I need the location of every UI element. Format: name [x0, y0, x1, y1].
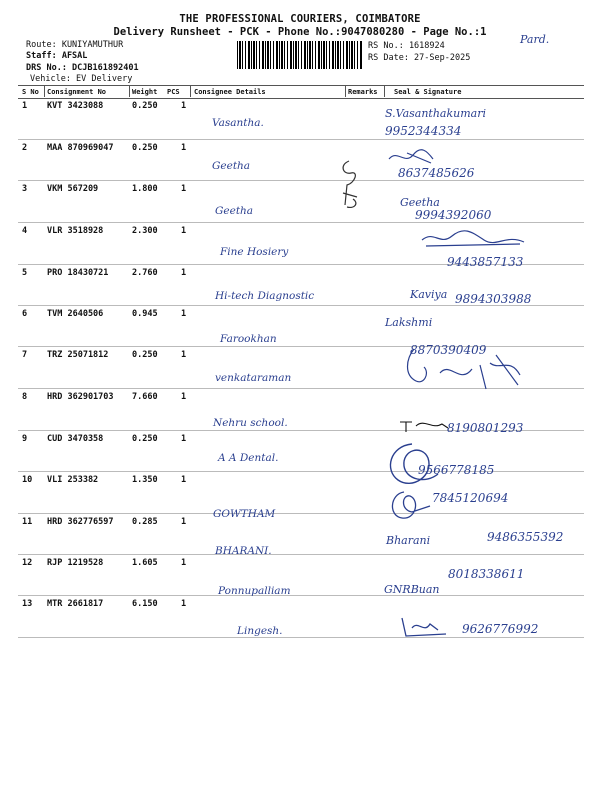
signature-name: Geetha — [400, 196, 440, 209]
runsheet-subtitle: Delivery Runsheet - PCK - Phone No.:9047080280 - Page No.:1 — [113, 26, 487, 38]
cell-consignee-handwritten: A A Dental. — [218, 452, 279, 464]
cell-pcs: 1 — [181, 434, 187, 444]
col-pcs: PCS — [167, 88, 180, 96]
signature-scribble-10 — [386, 488, 436, 522]
cell-sno: 12 — [22, 558, 33, 568]
cell-sno: 8 — [22, 392, 28, 402]
col-consignment: Consignment No — [47, 88, 107, 96]
cell-sno: 10 — [22, 475, 33, 485]
signature-phone: 9443857133 — [447, 255, 524, 269]
cell-sno: 5 — [22, 268, 28, 278]
cell-pcs: 1 — [181, 309, 187, 319]
cell-sno: 7 — [22, 350, 28, 360]
signature-name: S.Vasanthakumari — [385, 107, 486, 120]
cell-consignment-no: VKM 567209 — [47, 184, 99, 194]
cell-weight: 0.250 — [132, 101, 158, 111]
cell-consignment-no: VLI 253382 — [47, 475, 99, 485]
cell-sno: 2 — [22, 143, 28, 153]
signature-phone: 8190801293 — [447, 421, 524, 435]
cell-consignee-handwritten: Ponnupalliam — [218, 585, 291, 597]
cell-consignment-no: HRD 362901703 — [47, 392, 114, 402]
cell-sno: 4 — [22, 226, 28, 236]
cell-consignee-handwritten: Hi-tech Diagnostic — [215, 290, 315, 302]
col-consignee: Consignee Details — [194, 88, 266, 96]
cell-weight: 1.350 — [132, 475, 158, 485]
route-label: Route: KUNIYAMUTHUR — [26, 40, 124, 50]
signature-name: GNRBuan — [384, 583, 440, 596]
table-row — [18, 430, 584, 472]
col-divider — [384, 85, 385, 97]
drs-number: DRS No.: DCJB161892401 — [26, 63, 139, 73]
staff-label: Staff: AFSAL — [26, 51, 88, 61]
signature-scribble-8 — [398, 414, 450, 434]
cell-sno: 1 — [22, 101, 28, 111]
cell-pcs: 1 — [181, 558, 187, 568]
cell-pcs: 1 — [181, 599, 187, 609]
table-row — [18, 97, 584, 140]
cell-weight: 0.945 — [132, 309, 158, 319]
cell-consignment-no: TRZ 25071812 — [47, 350, 109, 360]
col-divider — [345, 85, 346, 97]
cell-weight: 1.605 — [132, 558, 158, 568]
signature-phone: 9952344334 — [385, 124, 462, 138]
cell-consignee-handwritten: Vasantha. — [212, 117, 264, 129]
cell-consignment-no: KVT 3423088 — [47, 101, 104, 111]
cell-consignment-no: PRO 18430721 — [47, 268, 109, 278]
signature-phone: 9626776992 — [462, 622, 539, 636]
cell-weight: 0.250 — [132, 143, 158, 153]
signature-phone: 7845120694 — [432, 491, 509, 505]
cell-weight: 0.250 — [132, 350, 158, 360]
signature-stamp-3 — [335, 157, 365, 215]
cell-sno: 9 — [22, 434, 28, 444]
cell-pcs: 1 — [181, 350, 187, 360]
col-sno: S No — [22, 88, 39, 96]
cell-pcs: 1 — [181, 101, 187, 111]
signature-phone: 9894303988 — [455, 292, 532, 306]
cell-weight: 0.285 — [132, 517, 158, 527]
cell-weight: 2.300 — [132, 226, 158, 236]
corner-handwritten-note: Pard. — [520, 33, 550, 46]
signature-phone: 9486355392 — [487, 530, 564, 544]
cell-consignee-handwritten: Geetha — [215, 205, 254, 217]
cell-consignee-handwritten: GOWTHAM — [213, 508, 276, 520]
col-remarks: Remarks — [348, 88, 378, 96]
col-seal: Seal & Signature — [394, 88, 462, 96]
signature-phone: 8637485626 — [398, 166, 475, 180]
cell-consignment-no: MAA 870969047 — [47, 143, 114, 153]
cell-pcs: 1 — [181, 226, 187, 236]
cell-consignee-handwritten: Fine Hosiery — [220, 246, 289, 258]
cell-weight: 0.250 — [132, 434, 158, 444]
cell-pcs: 1 — [181, 143, 187, 153]
table-row — [18, 180, 584, 223]
cell-consignee-handwritten: Nehru school. — [213, 417, 288, 429]
runsheet-title: THE PROFESSIONAL COURIERS, COIMBATORE — [179, 13, 421, 25]
table-row — [18, 305, 584, 347]
cell-consignment-no: CUD 3470358 — [47, 434, 104, 444]
signature-scribble-4 — [420, 228, 530, 250]
signature-name: Bharani — [386, 534, 431, 547]
cell-pcs: 1 — [181, 184, 187, 194]
cell-consignment-no: HRD 362776597 — [47, 517, 114, 527]
cell-weight: 7.660 — [132, 392, 158, 402]
signature-name: Kaviya — [410, 288, 448, 301]
cell-weight: 2.760 — [132, 268, 158, 278]
cell-weight: 6.150 — [132, 599, 158, 609]
signature-scribble-2 — [387, 147, 447, 167]
cell-sno: 11 — [22, 517, 33, 527]
cell-consignment-no: TVM 2640506 — [47, 309, 104, 319]
cell-consignee-handwritten: Geetha — [212, 160, 251, 172]
cell-consignee-handwritten: venkataraman — [215, 372, 292, 384]
barcode-image — [237, 41, 363, 69]
col-weight: Weight — [132, 88, 158, 96]
rs-number: RS No.: 1618924 — [368, 41, 445, 51]
signature-phone: 9566778185 — [418, 463, 495, 477]
cell-pcs: 1 — [181, 392, 187, 402]
cell-weight: 1.800 — [132, 184, 158, 194]
col-divider — [190, 85, 191, 97]
cell-sno: 13 — [22, 599, 33, 609]
cell-consignee-handwritten: Lingesh. — [237, 625, 283, 637]
signature-phone: 9994392060 — [415, 208, 492, 222]
signature-scribble-13 — [398, 612, 454, 640]
cell-consignment-no: VLR 3518928 — [47, 226, 104, 236]
signature-phone: 8870390409 — [410, 343, 487, 357]
cell-consignment-no: MTR 2661817 — [47, 599, 104, 609]
vehicle-label: Vehicle: EV Delivery — [30, 74, 133, 84]
col-divider — [44, 85, 45, 97]
cell-consignment-no: RJP 1219528 — [47, 558, 104, 568]
cell-pcs: 1 — [181, 517, 187, 527]
table-row — [18, 139, 584, 181]
cell-consignee-handwritten: Farookhan — [220, 333, 277, 345]
cell-pcs: 1 — [181, 475, 187, 485]
cell-sno: 6 — [22, 309, 28, 319]
col-divider — [129, 85, 130, 97]
rs-date: RS Date: 27-Sep-2025 — [368, 53, 471, 63]
cell-sno: 3 — [22, 184, 28, 194]
cell-pcs: 1 — [181, 268, 187, 278]
signature-name: Lakshmi — [385, 316, 433, 329]
signature-phone: 8018338611 — [448, 567, 525, 581]
cell-consignee-handwritten: BHARANI. — [215, 545, 272, 557]
